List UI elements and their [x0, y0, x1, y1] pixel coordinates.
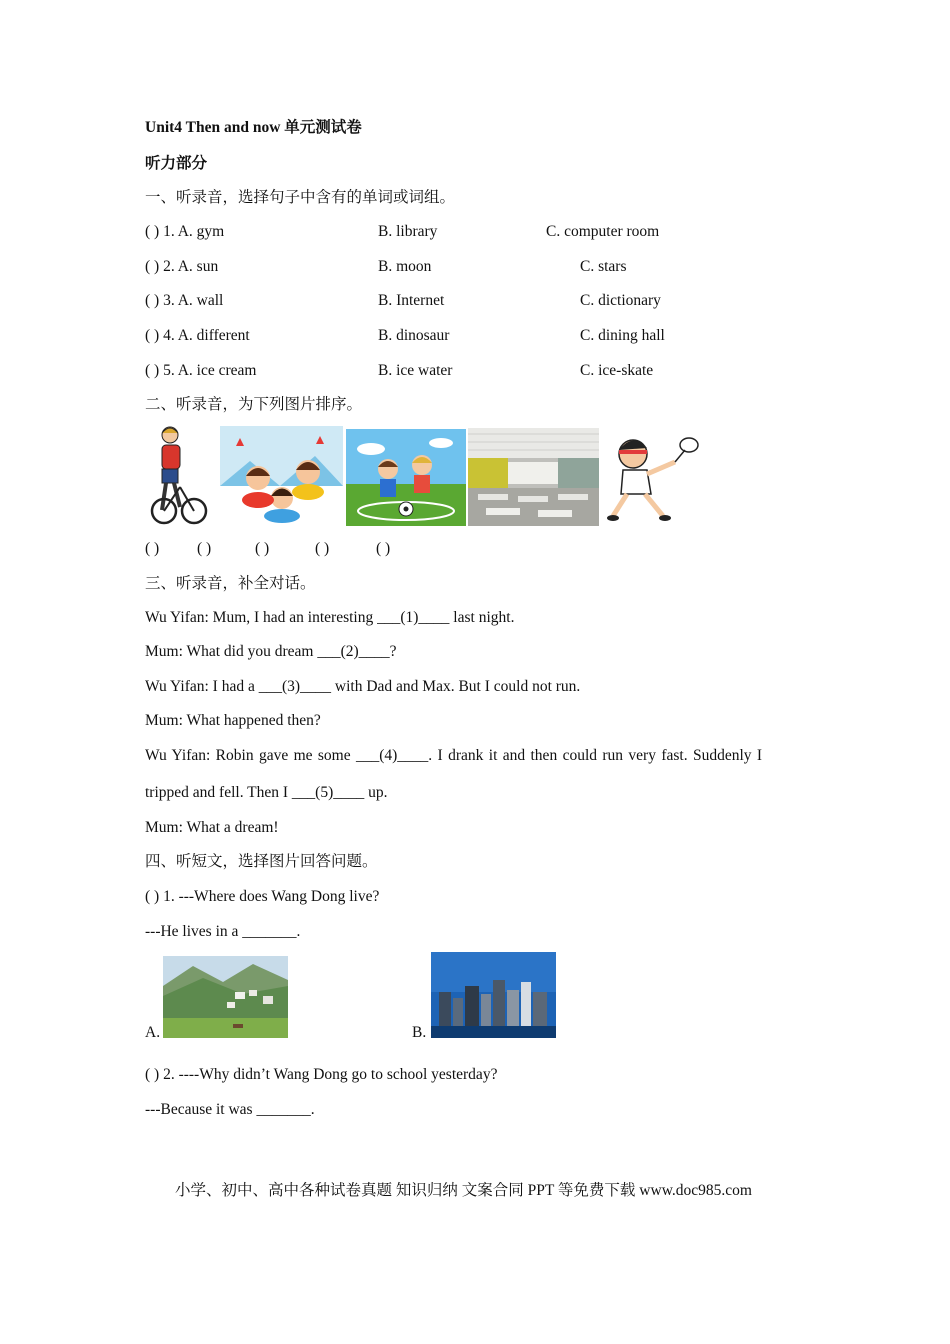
part4-question-2: ( ) 2. ----Why didn’t Wang Dong go to school yesterday? [145, 1066, 498, 1083]
part4-answer-1: ---He lives in a _______. [145, 923, 301, 940]
part3-heading: 三、听录音，补全对话。 [145, 575, 316, 592]
part1-item-1-b: B. library [378, 223, 438, 240]
dialogue-line-5: Wu Yifan: Robin gave me some ___(4)____. I drank it and then could run very fast. Suddenly I [145, 747, 763, 764]
kids-football-picture [346, 429, 466, 526]
part1-item-2-b: B. moon [378, 258, 432, 275]
badminton-player-picture [605, 432, 701, 525]
kids-sledding-picture [220, 426, 343, 526]
dialogue-line-3: Wu Yifan: I had a ___(3)____ with Dad and Max. But I could not run. [145, 678, 581, 695]
village-picture [163, 956, 288, 1038]
part1-item-2-a: ( ) 2. A. sun [145, 258, 219, 275]
part1-item-5-b: B. ice water [378, 362, 453, 379]
dialogue-line-1: Wu Yifan: Mum, I had an interesting ___(1)____ last night. [145, 609, 515, 626]
part1-item-1-a: ( ) 1. A. gym [145, 223, 225, 240]
boy-cycling-picture [150, 425, 210, 527]
city-skyline-picture [431, 952, 556, 1038]
part1-item-5-a: ( ) 5. A. ice cream [145, 362, 257, 379]
dining-hall-picture [468, 428, 599, 526]
part1-item-4-a: ( ) 4. A. different [145, 327, 250, 344]
part2-heading: 二、听录音，为下列图片排序。 [145, 396, 363, 413]
part4-heading: 四、听短文，选择图片回答问题。 [145, 853, 378, 870]
part1-item-5-c: C. ice-skate [580, 362, 654, 379]
part4-answer-2: ---Because it was _______. [145, 1101, 315, 1118]
part1-item-3-b: B. Internet [378, 292, 445, 309]
part4-question-1: ( ) 1. ---Where does Wang Dong live? [145, 888, 380, 905]
part2-bracket-5: ( ) [376, 540, 391, 557]
part1-item-4-b: B. dinosaur [378, 327, 450, 344]
part1-item-4-c: C. dining hall [580, 327, 665, 344]
part2-bracket-2: ( ) [197, 540, 212, 557]
part2-bracket-3: ( ) [255, 540, 270, 557]
part1-item-1-c: C. computer room [546, 223, 660, 240]
part1-heading: 一、听录音，选择句子中含有的单词或词组。 [145, 189, 456, 206]
part1-item-3-c: C. dictionary [580, 292, 661, 309]
option-b-label: B. [412, 1024, 427, 1041]
document-title: Unit4 Then and now 单元测试卷 [145, 119, 362, 136]
footer-text: 小学、初中、高中各种试卷真题 知识归纳 文案合同 PPT 等免费下载 www.doc985.com [175, 1182, 752, 1199]
dialogue-line-2: Mum: What did you dream ___(2)____? [145, 643, 397, 660]
part1-item-3-a: ( ) 3. A. wall [145, 292, 224, 309]
dialogue-line-7: Mum: What a dream! [145, 819, 279, 836]
part1-item-2-c: C. stars [580, 258, 627, 275]
section-heading-listening: 听力部分 [145, 155, 208, 172]
part2-bracket-4: ( ) [315, 540, 330, 557]
dialogue-line-4: Mum: What happened then? [145, 712, 321, 729]
part2-bracket-1: ( ) [145, 540, 160, 557]
dialogue-line-6: tripped and fell. Then I ___(5)____ up. [145, 784, 388, 801]
option-a-label: A. [145, 1024, 161, 1041]
